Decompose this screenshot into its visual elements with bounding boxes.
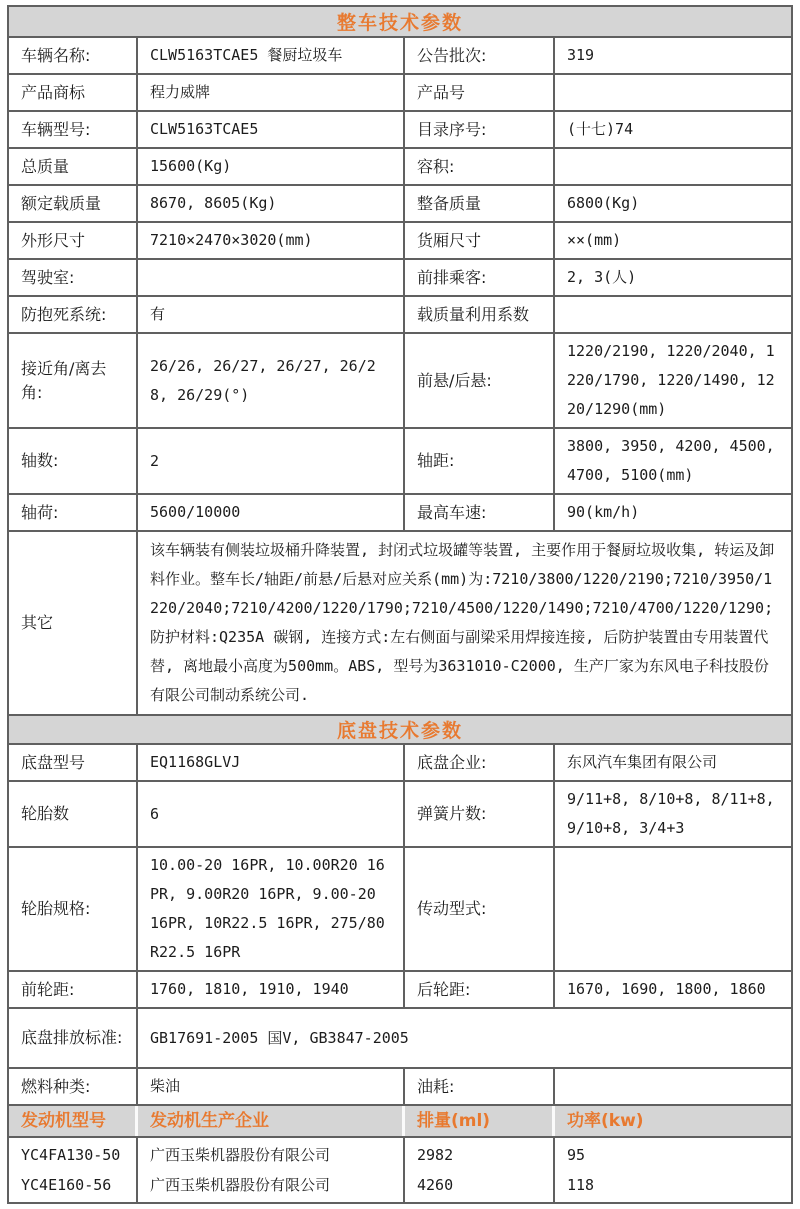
- row-other-notes: [9, 530, 791, 714]
- engine-model: YC4E160-56: [21, 1176, 112, 1194]
- engine-displacement: 2982: [417, 1146, 454, 1164]
- value-cell: 8670, 8605(Kg): [138, 186, 405, 221]
- value-cell: 7210×2470×3020(mm): [138, 223, 405, 258]
- value-cell: 9/11+8, 8/10+8, 8/11+8, 9/10+8, 3/4+3: [567, 790, 775, 837]
- label-cell: 弹簧片数:: [405, 782, 555, 846]
- engine-power: 95: [567, 1146, 586, 1164]
- label-cell: 底盘企业:: [405, 745, 555, 780]
- value-cell: 该车辆装有侧装垃圾桶升降装置, 封闭式垃圾罐等装置, 主要作用于餐厨垃圾收集, 转运及卸料作业。整车长/轴距/前悬/后悬对应关系(mm)为:7210/3800/1220/2190;7210/3950/1220/2040;7210/4200/1220/1790;7210/4500/1220/1490;7210/4700/1220/1290;防护材料:Q235A 碳钢, 连接方式:左右侧面与副梁采用焊接连接, 后防护装置由专用装置代替, 离地最小高度为500mm。ABS, 型号为3631010-C2000, 生产厂家为东风电子科技股份有限公司制动系统公司.: [150, 541, 775, 704]
- engine-power-column: [555, 1138, 791, 1202]
- row-tire-spec: [9, 846, 791, 970]
- label-cell: 前悬/后悬:: [405, 334, 555, 427]
- value-cell: 319: [567, 46, 595, 64]
- row-fuel-type: [9, 1067, 791, 1104]
- label-cell: 整备质量: [405, 186, 555, 221]
- label-cell: 底盘排放标准:: [9, 1009, 138, 1067]
- label-cell: 货厢尺寸: [405, 223, 555, 258]
- label-cell: 传动型式:: [405, 848, 555, 970]
- value-cell: 1760, 1810, 1910, 1940: [138, 972, 405, 1007]
- value-cell: 5600/10000: [138, 495, 405, 530]
- label-cell: 防抱死系统:: [9, 297, 138, 332]
- label-cell: 总质量: [9, 149, 138, 184]
- value-cell: [555, 297, 791, 332]
- value-cell: CLW5163TCAE5: [138, 112, 405, 147]
- engine-manufacturer-header: 发动机生产企业: [138, 1106, 405, 1136]
- engine-manufacturer: 广西玉柴机器股份有限公司: [150, 1146, 331, 1164]
- row-emission-standard: [9, 1007, 791, 1067]
- label-cell: 车辆名称:: [9, 38, 138, 73]
- row-abs: [9, 295, 791, 332]
- label-cell: 轴数:: [9, 429, 138, 493]
- row-tire-count: [9, 780, 791, 846]
- row-approach-angle: [9, 332, 791, 427]
- label-cell: 公告批次:: [405, 38, 555, 73]
- engine-displacement-header: 排量(ml): [405, 1106, 555, 1136]
- value-cell: 1220/2190, 1220/2040, 1220/1790, 1220/1490, 1220/1290(mm): [567, 342, 775, 418]
- vehicle-section-header: [9, 7, 791, 36]
- label-cell: 前排乘客:: [405, 260, 555, 295]
- engine-model: YC4FA130-50: [21, 1146, 121, 1164]
- value-cell: EQ1168GLVJ: [138, 745, 405, 780]
- spec-table: [7, 5, 793, 1204]
- value-cell: 2: [138, 429, 405, 493]
- label-cell: 产品商标: [9, 75, 138, 110]
- row-dimensions: [9, 221, 791, 258]
- value-cell: 15600(Kg): [138, 149, 405, 184]
- value-cell: 柴油: [138, 1069, 405, 1104]
- value-cell: [555, 149, 791, 184]
- engine-header-row: [9, 1104, 791, 1136]
- value-cell: 程力威牌: [138, 75, 405, 110]
- value-cell: 1670, 1690, 1800, 1860: [567, 980, 766, 998]
- engine-model-header: 发动机型号: [9, 1106, 138, 1136]
- label-cell: 接近角/离去角:: [9, 334, 138, 427]
- engine-displacement-column: [405, 1138, 555, 1202]
- value-cell: GB17691-2005 国V, GB3847-2005: [150, 1028, 409, 1047]
- label-cell: 额定载质量: [9, 186, 138, 221]
- value-cell: ××(mm): [567, 231, 622, 249]
- label-cell: 底盘型号: [9, 745, 138, 780]
- row-axle-count: [9, 427, 791, 493]
- value-cell: [555, 75, 791, 110]
- label-cell: 其它: [9, 532, 138, 714]
- label-cell: 最高车速:: [405, 495, 555, 530]
- row-total-mass: [9, 147, 791, 184]
- vehicle-section-title: 整车技术参数: [336, 12, 463, 34]
- value-cell: [555, 1069, 791, 1104]
- value-cell: 10.00-20 16PR, 10.00R20 16PR, 9.00R20 16PR, 9.00-20 16PR, 10R22.5 16PR, 275/80R22.5 16PR: [138, 848, 405, 970]
- label-cell: 轮胎数: [9, 782, 138, 846]
- row-axle-load: [9, 493, 791, 530]
- value-cell: 6800(Kg): [567, 194, 640, 212]
- label-cell: 轴距:: [405, 429, 555, 493]
- engine-manufacturer-column: [138, 1138, 405, 1202]
- label-cell: 驾驶室:: [9, 260, 138, 295]
- value-cell: CLW5163TCAE5 餐厨垃圾车: [138, 38, 405, 73]
- engine-power: 118: [567, 1176, 595, 1194]
- value-cell: 有: [138, 297, 405, 332]
- label-cell: 目录序号:: [405, 112, 555, 147]
- value-cell: [555, 848, 791, 970]
- value-cell: 2, 3(人): [567, 268, 637, 286]
- label-cell: 轴荷:: [9, 495, 138, 530]
- label-cell: 前轮距:: [9, 972, 138, 1007]
- label-cell: 容积:: [405, 149, 555, 184]
- row-cab: [9, 258, 791, 295]
- engine-data-rows: [9, 1136, 791, 1202]
- row-front-track: [9, 970, 791, 1007]
- label-cell: 载质量利用系数: [405, 297, 555, 332]
- engine-displacement: 4260: [417, 1176, 454, 1194]
- label-cell: 外形尺寸: [9, 223, 138, 258]
- value-cell: 东风汽车集团有限公司: [567, 753, 718, 771]
- label-cell: 燃料种类:: [9, 1069, 138, 1104]
- row-vehicle-name: [9, 36, 791, 73]
- label-cell: 产品号: [405, 75, 555, 110]
- value-cell: 6: [138, 782, 405, 846]
- row-product-brand: [9, 73, 791, 110]
- chassis-section-header: [9, 714, 791, 743]
- label-cell: 后轮距:: [405, 972, 555, 1007]
- value-cell: 26/26, 26/27, 26/27, 26/28, 26/29(°): [138, 334, 405, 427]
- row-vehicle-model: [9, 110, 791, 147]
- label-cell: 油耗:: [405, 1069, 555, 1104]
- value-cell: 90(km/h): [567, 503, 640, 521]
- engine-model-column: [9, 1138, 138, 1202]
- label-cell: 轮胎规格:: [9, 848, 138, 970]
- chassis-section-title: 底盘技术参数: [336, 720, 463, 742]
- row-rated-load: [9, 184, 791, 221]
- value-cell: (十七)74: [567, 120, 634, 138]
- value-cell: 3800, 3950, 4200, 4500, 4700, 5100(mm): [567, 437, 775, 484]
- engine-power-header: 功率(kw): [555, 1106, 791, 1136]
- label-cell: 车辆型号:: [9, 112, 138, 147]
- value-cell: [138, 260, 405, 295]
- engine-manufacturer: 广西玉柴机器股份有限公司: [150, 1176, 331, 1194]
- row-chassis-model: [9, 743, 791, 780]
